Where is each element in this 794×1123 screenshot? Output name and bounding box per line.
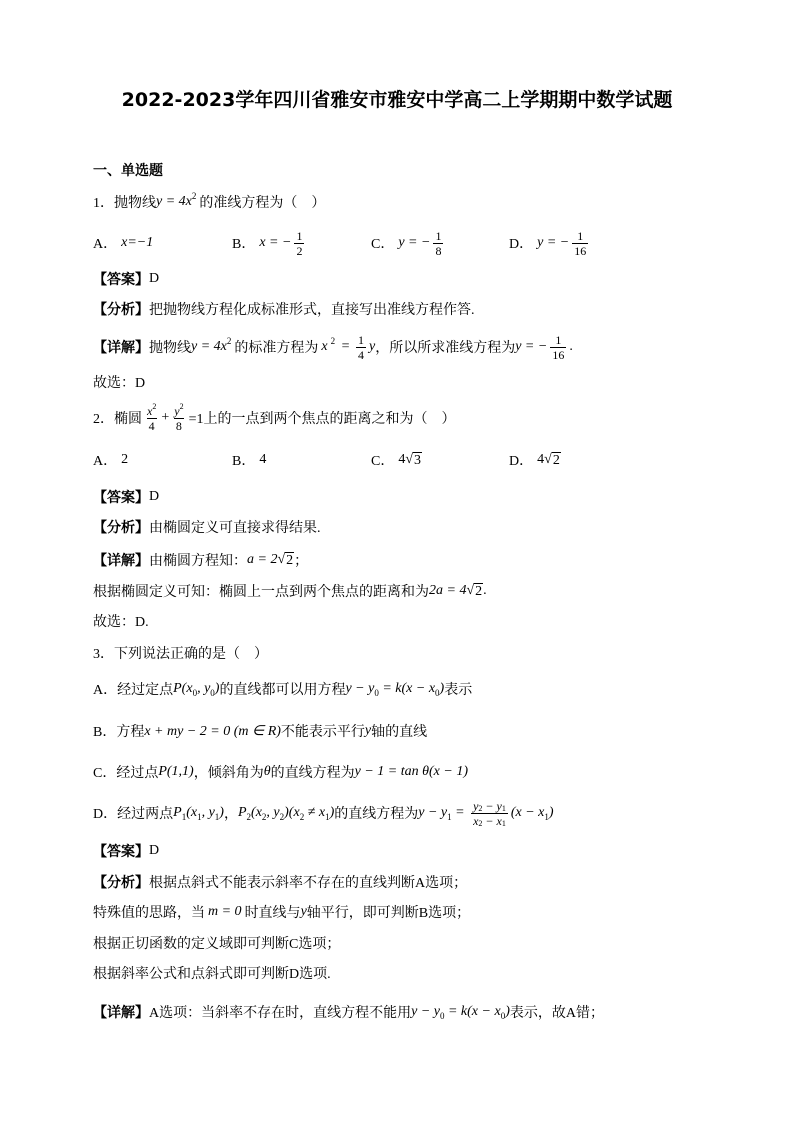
numerator-math: x [147,403,153,418]
answer-label: 【答案】 [93,844,149,860]
detail-text: 表示，故A错； [509,1006,604,1021]
q2-analysis [93,517,321,537]
option-math: ) [548,805,554,820]
option-math: y [364,723,372,738]
fraction [471,799,508,828]
fraction-denominator: 8 [175,418,182,433]
option-label: D． [509,237,534,252]
detail-text: 的标准方程为 [234,341,319,356]
q1-stem-text: 的准线方程为（ ） [199,196,326,211]
option-math: ) [329,805,335,820]
answer-value: D [149,489,160,504]
fraction [294,229,304,258]
q3-option-b [93,721,427,741]
q2-detail [93,550,308,570]
q3-option-a [93,679,472,699]
detail-text: . [483,583,487,598]
fraction [356,333,366,362]
q3-analysis-4: 根据斜率公式和点斜式即可判断D选项. [93,967,331,982]
option-math: ) [219,805,224,820]
option-label: B． [232,237,256,252]
exponent: 2 [330,336,336,346]
fraction-denominator: 4 [358,347,364,362]
option-math: , y [201,805,215,820]
denominator-math: x [473,813,479,828]
option-math: , y [197,681,211,696]
option-math: (x − x [510,805,545,820]
fraction-denominator: 2 [296,243,303,258]
fraction-numerator [145,401,158,418]
q1-stem [93,192,325,212]
analysis-text: 根据点斜式不能表示斜率不存在的直线判断A选项； [149,876,468,891]
subscript: 0 [192,688,198,698]
detail-math: x [321,339,328,354]
q2-option-a [93,450,128,470]
subscript: 2 [246,812,252,822]
q1-answer [93,269,159,289]
analysis-text: 特殊值的思路，当 [93,906,205,921]
answer-value: D [149,271,160,286]
subscript: 1 [214,812,220,822]
option-label: C． [371,237,395,252]
subscript: 0 [374,688,379,698]
option-text: C．经过点 [93,766,159,781]
q2-conclusion: 故选：D. [93,615,149,630]
q2-answer [93,487,159,507]
option-math: ) [214,681,220,696]
fraction-denominator: 16 [574,243,587,258]
subscript: 2 [261,812,267,822]
detail-math: = k(x − x [444,1004,501,1019]
detail-math: ) [505,1004,510,1019]
option-text: 的直线方程为 [270,766,355,781]
option-label: A． [93,237,118,252]
fraction-numerator: 1 [435,228,442,243]
analysis-text: 时直线与 [244,906,301,921]
subscript: 0 [439,1011,445,1021]
detail-text: . [569,339,573,354]
detail-math: y = 4x [191,339,227,354]
numerator-math: − y [482,798,502,813]
option-math: x = − [259,235,292,250]
subscript: 2 [478,803,483,813]
option-math: , y [266,805,280,820]
q2-stem [93,401,456,433]
option-math: ) [439,681,445,696]
q1-option-b [232,228,307,258]
plus-sign: + [161,410,170,425]
option-math: = k(x − x [378,681,436,696]
radicand: 2 [286,553,294,568]
q3-option-c [93,762,468,782]
option-text: 轴的直线 [371,725,428,740]
exponent: 2 [179,401,184,411]
option-text: B．方程 [93,725,145,740]
option-math: y = − [398,235,431,250]
fraction-numerator: 1 [577,228,584,243]
q1-stem-math: y = 4x [156,194,192,209]
q3-analysis [93,872,467,892]
fraction [433,229,443,258]
q1-detail [93,332,573,362]
option-math: θ [263,764,271,779]
option-math: y − y [418,805,448,820]
analysis-text: 由椭圆定义可直接求得结果. [149,521,321,536]
q2-option-c [371,450,422,470]
analysis-label: 【分析】 [93,520,149,536]
q3-analysis-2 [93,902,470,922]
subscript: 2 [478,818,483,828]
option-label: B． [232,454,256,469]
option-math: P [173,805,182,820]
subscript: 1 [181,812,187,822]
section-heading: 一、单选题 [93,163,163,179]
analysis-math: y [300,904,307,919]
fraction [145,401,158,433]
subscript: 0 [210,688,215,698]
detail-text: 根据椭圆定义可知：椭圆上一点到两个焦点的距离和为 [93,585,429,600]
subscript: 1 [501,803,506,813]
q2-stem-text: =1上的一点到两个焦点的距离之和为（ ） [188,412,456,427]
fraction [172,401,185,433]
option-text: D．经过两点 [93,807,174,822]
option-text: 的直线都可以用方程 [219,683,346,698]
answer-label: 【答案】 [93,272,149,288]
subscript: 1 [197,812,202,822]
detail-label: 【详解】 [93,1005,149,1021]
detail-label: 【详解】 [93,553,149,569]
q3-detail [93,1002,604,1022]
fraction-denominator: 16 [552,347,565,362]
q3-answer [93,841,159,861]
q1-option-d [509,228,591,258]
option-value: 4√ [537,452,552,467]
subscript: 2 [299,812,305,822]
q3-analysis-3: 根据正切函数的定义域即可判断C选项； [93,937,341,952]
option-text: 不能表示平行 [280,725,365,740]
detail-math: y − y [411,1004,440,1019]
option-math: P(x [173,681,193,696]
option-text: ， [223,807,238,822]
option-math: )(x [284,805,300,820]
fraction-numerator: 1 [555,332,562,347]
option-value: 4√ [398,452,414,467]
analysis-label: 【分析】 [93,875,149,891]
q1-analysis [93,299,475,319]
option-value: 2 [121,452,129,467]
subscript: 1 [544,812,549,822]
fraction-denominator: 8 [435,243,442,258]
numerator-math: y [174,403,180,418]
radicand: 2 [475,584,483,599]
option-math: y − y [345,681,375,696]
q2-option-b [232,450,266,470]
detail-text: A选项：当斜率不存在时，直线方程不能用 [149,1006,412,1021]
fraction [550,333,566,362]
subscript: 1 [325,812,330,822]
q1-conclusion: 故选：D [93,376,146,391]
answer-value: D [149,843,160,858]
detail-math: y = − [515,339,548,354]
detail-text: ，所以所求准线方程为 [375,341,516,356]
exponent: 2 [226,336,232,346]
analysis-text: 轴平行，即可判断B选项； [306,906,471,921]
option-math: y − 1 = tan θ(x − 1) [354,764,468,779]
option-math: y = − [537,235,570,250]
detail-math: = [338,339,353,354]
detail-math: y [369,339,376,354]
analysis-text: 把抛物线方程化成标准形式，直接写出准线方程作答. [149,303,475,318]
q3-option-d [93,798,554,828]
detail-text: ； [294,554,309,569]
q3-stem: 3．下列说法正确的是（ ） [93,647,268,662]
option-label: A． [93,454,118,469]
radicand: 2 [552,453,560,468]
detail-math: 2a = 4√ [429,583,475,598]
analysis-math: m = 0 [208,904,242,919]
option-text: ，倾斜角为 [193,766,264,781]
option-math: = [451,805,469,820]
subscript: 1 [501,818,506,828]
detail-label: 【详解】 [93,340,149,356]
subscript: 0 [500,1011,506,1021]
option-math: P [237,805,247,820]
option-label: D． [509,454,534,469]
q2-stem-text: 2．椭圆 [93,412,142,427]
subscript: 2 [279,812,285,822]
option-math: x=−1 [121,235,154,250]
option-text: 表示 [444,683,473,698]
option-math: (x [251,805,262,820]
analysis-label: 【分析】 [93,302,149,318]
subscript: 0 [435,688,440,698]
fraction-numerator: 1 [296,228,303,243]
detail-text: 由椭圆方程知： [149,554,247,569]
q1-stem-text: 1．抛物线 [93,196,156,211]
option-label: C． [371,454,395,469]
q1-option-a [93,233,153,253]
answer-label: 【答案】 [93,490,149,506]
q1-option-c [371,228,446,258]
option-value: 4 [259,452,267,467]
exponent: 2 [191,191,197,201]
q2-option-d [509,450,561,470]
exponent: 2 [152,401,157,411]
fraction-denominator: 4 [148,418,155,433]
option-math: (x [186,805,198,820]
detail-text: 抛物线 [149,341,191,356]
fraction-numerator [471,799,508,813]
page-title: 2022-2023学年四川省雅安市雅安中学高二上学期期中数学试题 [121,88,673,111]
subscript: 1 [447,812,452,822]
denominator-math: − x [482,813,502,828]
radicand: 3 [414,453,422,468]
fraction-numerator [172,401,185,418]
q2-detail-2 [93,581,487,601]
option-math: ≠ x [304,805,326,820]
option-math: x + my − 2 = 0 (m ∈ R) [144,723,281,739]
fraction-numerator: 1 [358,332,364,347]
detail-math: a = 2√ [247,552,286,567]
fraction [572,229,588,258]
numerator-math: y [473,798,479,813]
option-text: 的直线方程为 [334,807,419,822]
option-text: A．经过定点 [93,683,174,698]
option-math: P(1,1) [158,764,194,779]
